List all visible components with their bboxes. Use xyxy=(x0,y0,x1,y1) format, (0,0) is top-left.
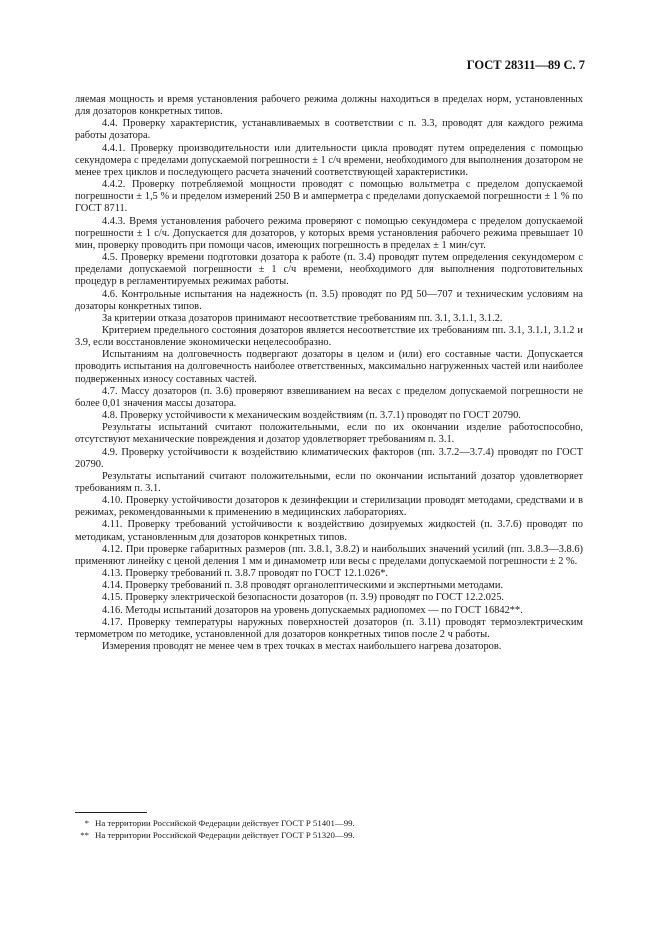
paragraph: 4.5. Проверку времени подготовки дозатора к работе (п. 3.4) проводят путем определения секундомером с пределами допускаемой погрешности ± 1 с/ч времени, необходимого для выполнения подготовительных процедур в регламентируемых режимах работы. xyxy=(75,252,583,288)
footnote-text: На территории Российской Федерации действует ГОСТ Р 51401—99. xyxy=(95,818,355,828)
paragraph: Результаты испытаний считают положительными, если по окончании испытаний дозатор удовлетворяет требованиям п. 3.1. xyxy=(75,470,583,494)
paragraph: 4.4.1. Проверку производительности или длительности цикла проводят путем определения с помощью секундомера с пределами допускаемой погрешности ± 1 с/ч времени, необходимого для выполнения дозатором не менее трех циклов и последующего расчета значений соответствующей характеристики. xyxy=(75,142,583,178)
document-body xyxy=(75,94,583,653)
paragraph: Измерения проводят не менее чем в трех точках в местах наибольшего нагрева дозаторов. xyxy=(102,641,502,653)
footnote xyxy=(75,830,583,842)
paragraph: 4.7. Массу дозаторов (п. 3.6) проверяют взвешиванием на весах с пределом допускаемой погрешности не более 0,01 значения массы дозатора. xyxy=(75,385,583,409)
paragraph: 4.4.2. Проверку потребляемой мощности проводят с помощью вольтметра с пределом допускаемой погрешности ± 1,5 % и пределом измерений 250 В и амперметра с пределами допускаемой погрешности ± 1 % по ГОСТ 8711. xyxy=(75,179,583,215)
paragraph: 4.9. Проверку устойчивости к воздействию климатических факторов (пп. 3.7.2—3.7.4) проводят по ГОСТ 20790. xyxy=(75,446,583,470)
paragraph: 4.6. Контрольные испытания на надежность (п. 3.5) проводят по РД 50—707 и техническим условиям на дозаторы конкретных типов. xyxy=(75,288,583,312)
paragraph: Результаты испытаний считают положительными, если по их окончании изделие работоспособно, отсутствуют механические повреждения и дозатор удовлетворяет требованиям п. 3.1. xyxy=(75,422,583,446)
paragraph: Испытаниям на долговечность подвергают дозаторы в целом и (или) его составные части. Допускается проводить испытания на долговечность наиболее ответственных, максимально нагруженных частей или наиболее подверженных износу составных частей. xyxy=(75,349,583,385)
paragraph: 4.4. Проверку характеристик, устанавливаемых в соответствии с п. 3.3, проводят для каждого режима работы дозатора. xyxy=(75,118,583,142)
footnote-mark: * xyxy=(84,818,89,828)
paragraph: 4.13. Проверку требований п. 3.8.7 проводят по ГОСТ 12.1.026*. xyxy=(102,568,389,580)
page-header: ГОСТ 28311—89 С. 7 xyxy=(466,58,585,72)
footnotes xyxy=(75,818,583,841)
paragraph: ляемая мощность и время установления рабочего режима должны находиться в пределах норм, установленных для дозаторов конкретных типов. xyxy=(75,94,583,118)
paragraph: 4.17. Проверку температуры наружных поверхностей дозаторов (п. 3.11) проводят термоэлектрическим термометром по методике, установленной для дозаторов конкретных типов после 2 ч работы. xyxy=(75,616,583,640)
paragraph: За критерии отказа дозаторов принимают несоответствие требованиям пп. 3.1, 3.1.1, 3.1.2. xyxy=(102,312,503,324)
paragraph: 4.16. Методы испытаний дозаторов на уровень допускаемых радиопомех — по ГОСТ 16842**. xyxy=(102,604,523,616)
paragraph: 4.15. Проверку электрической безопасности дозаторов (п. 3.9) проводят по ГОСТ 12.2.025. xyxy=(102,592,504,604)
footnote-text: На территории Российской Федерации действует ГОСТ Р 51320—99. xyxy=(95,829,355,840)
paragraph: 4.11. Проверку требований устойчивости к воздействию дозируемых жидкостей (п. 3.7.6) проводят по методикам, установленным для дозаторов конкретных типов. xyxy=(75,519,583,543)
paragraph: 4.4.3. Время установления рабочего режима проверяют с помощью секундомера с пределом допускаемой погрешности ± 1 с/ч. Допускается для дозаторов, у которых время установления рабочего режима превышает 10 мин, проверку проводить при помощи часов, имеющих погрешность в пределах ± 1 мин/сут. xyxy=(75,215,583,251)
paragraph: 4.12. При проверке габаритных размеров (пп. 3.8.1, 3.8.2) и наибольших значений усилий (пп. 3.8.3—3.8.6) применяют линейку с ценой деления 1 мм и динамометр или весы с пределами допускаемой погрешности ± 2 %. xyxy=(75,543,583,567)
paragraph: 4.14. Проверку требований п. 3.8 проводят органолептическими и экспертными методами. xyxy=(102,580,504,592)
paragraph: 4.8. Проверку устойчивости к механическим воздействиям (п. 3.7.1) проводят по ГОСТ 20790. xyxy=(102,410,521,422)
footnote-divider xyxy=(75,812,147,813)
paragraph: Критерием предельного состояния дозаторов является несоответствие их требованиям пп. 3.1, 3.1.1, 3.1.2 и 3.9, если восстановление экономически нецелесообразно. xyxy=(75,324,583,349)
paragraph: 4.10. Проверку устойчивости дозаторов к дезинфекции и стерилизации проводят методами, средствами и в режимах, рекомендованными к применению в медицинских лабораториях. xyxy=(75,495,583,519)
footnote-mark: ** xyxy=(80,829,89,840)
footnote xyxy=(75,818,583,830)
